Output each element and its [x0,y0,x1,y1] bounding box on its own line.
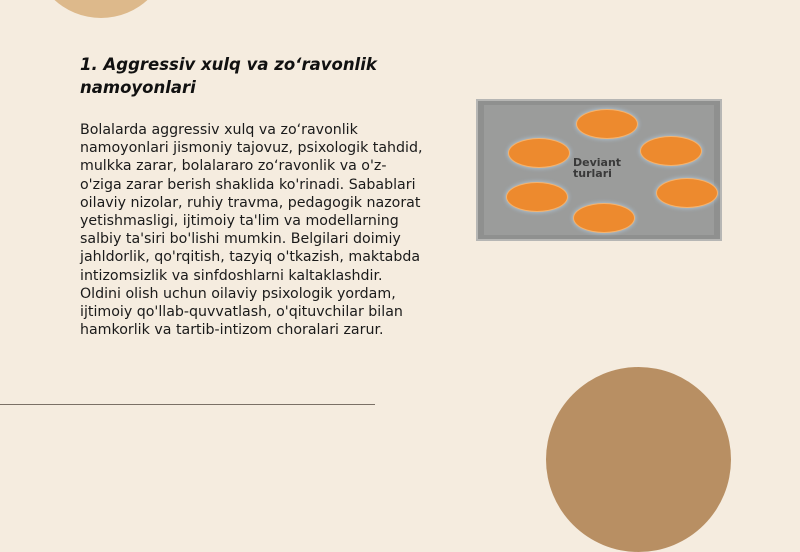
diagram-node-upper-left [508,138,570,168]
decorative-circle-top [32,0,170,18]
diagram-node-lower-left [506,182,568,212]
diagram-node-top [576,109,638,139]
slide-title: 1. Aggressiv xulq va zo‘ravonlik namoyonlari [80,55,377,97]
slide-body-text: Bolalarda aggressiv xulq va zo‘ravonlik namoyonlari jismoniy tajovuz, psixologik tahdid, mulkka zarar, bolalararo zo‘ravonlik va o'z-o'ziga zarar berish shaklida ko'rinadi. Sabablari oilaviy nizolar, ruhiy travma, pedagogik nazorat yetishmasligi, ijtimoiy ta'lim va modellarning salbiy ta'siri bo'lishi mumkin. Belgilari doimiy jahldorlik, qo'rqitish, tazyiq o'tkazish, maktabda intizomsizlik va sinfdoshlarni kaltaklashdir. Oldini olish uchun oilaviy psixologik yordam, ijtimoiy qo'llab-quvvatlash, o'qituvchilar bilan hamkorlik va tartib-intizom choralari zarur. [80,122,423,339]
diagram-node-lower-right [656,178,718,208]
bottom-divider-line [0,404,375,405]
deviant-types-diagram-image [476,99,722,241]
diagram-center-label-line2: turlari [573,167,612,180]
diagram-node-bottom [573,203,635,233]
diagram-node-upper-right [640,136,702,166]
diagram-center-label [573,157,621,179]
diagram-center-label-line1: Deviant [573,156,622,169]
diagram-background [484,105,714,235]
decorative-circle-bottom [546,367,731,552]
